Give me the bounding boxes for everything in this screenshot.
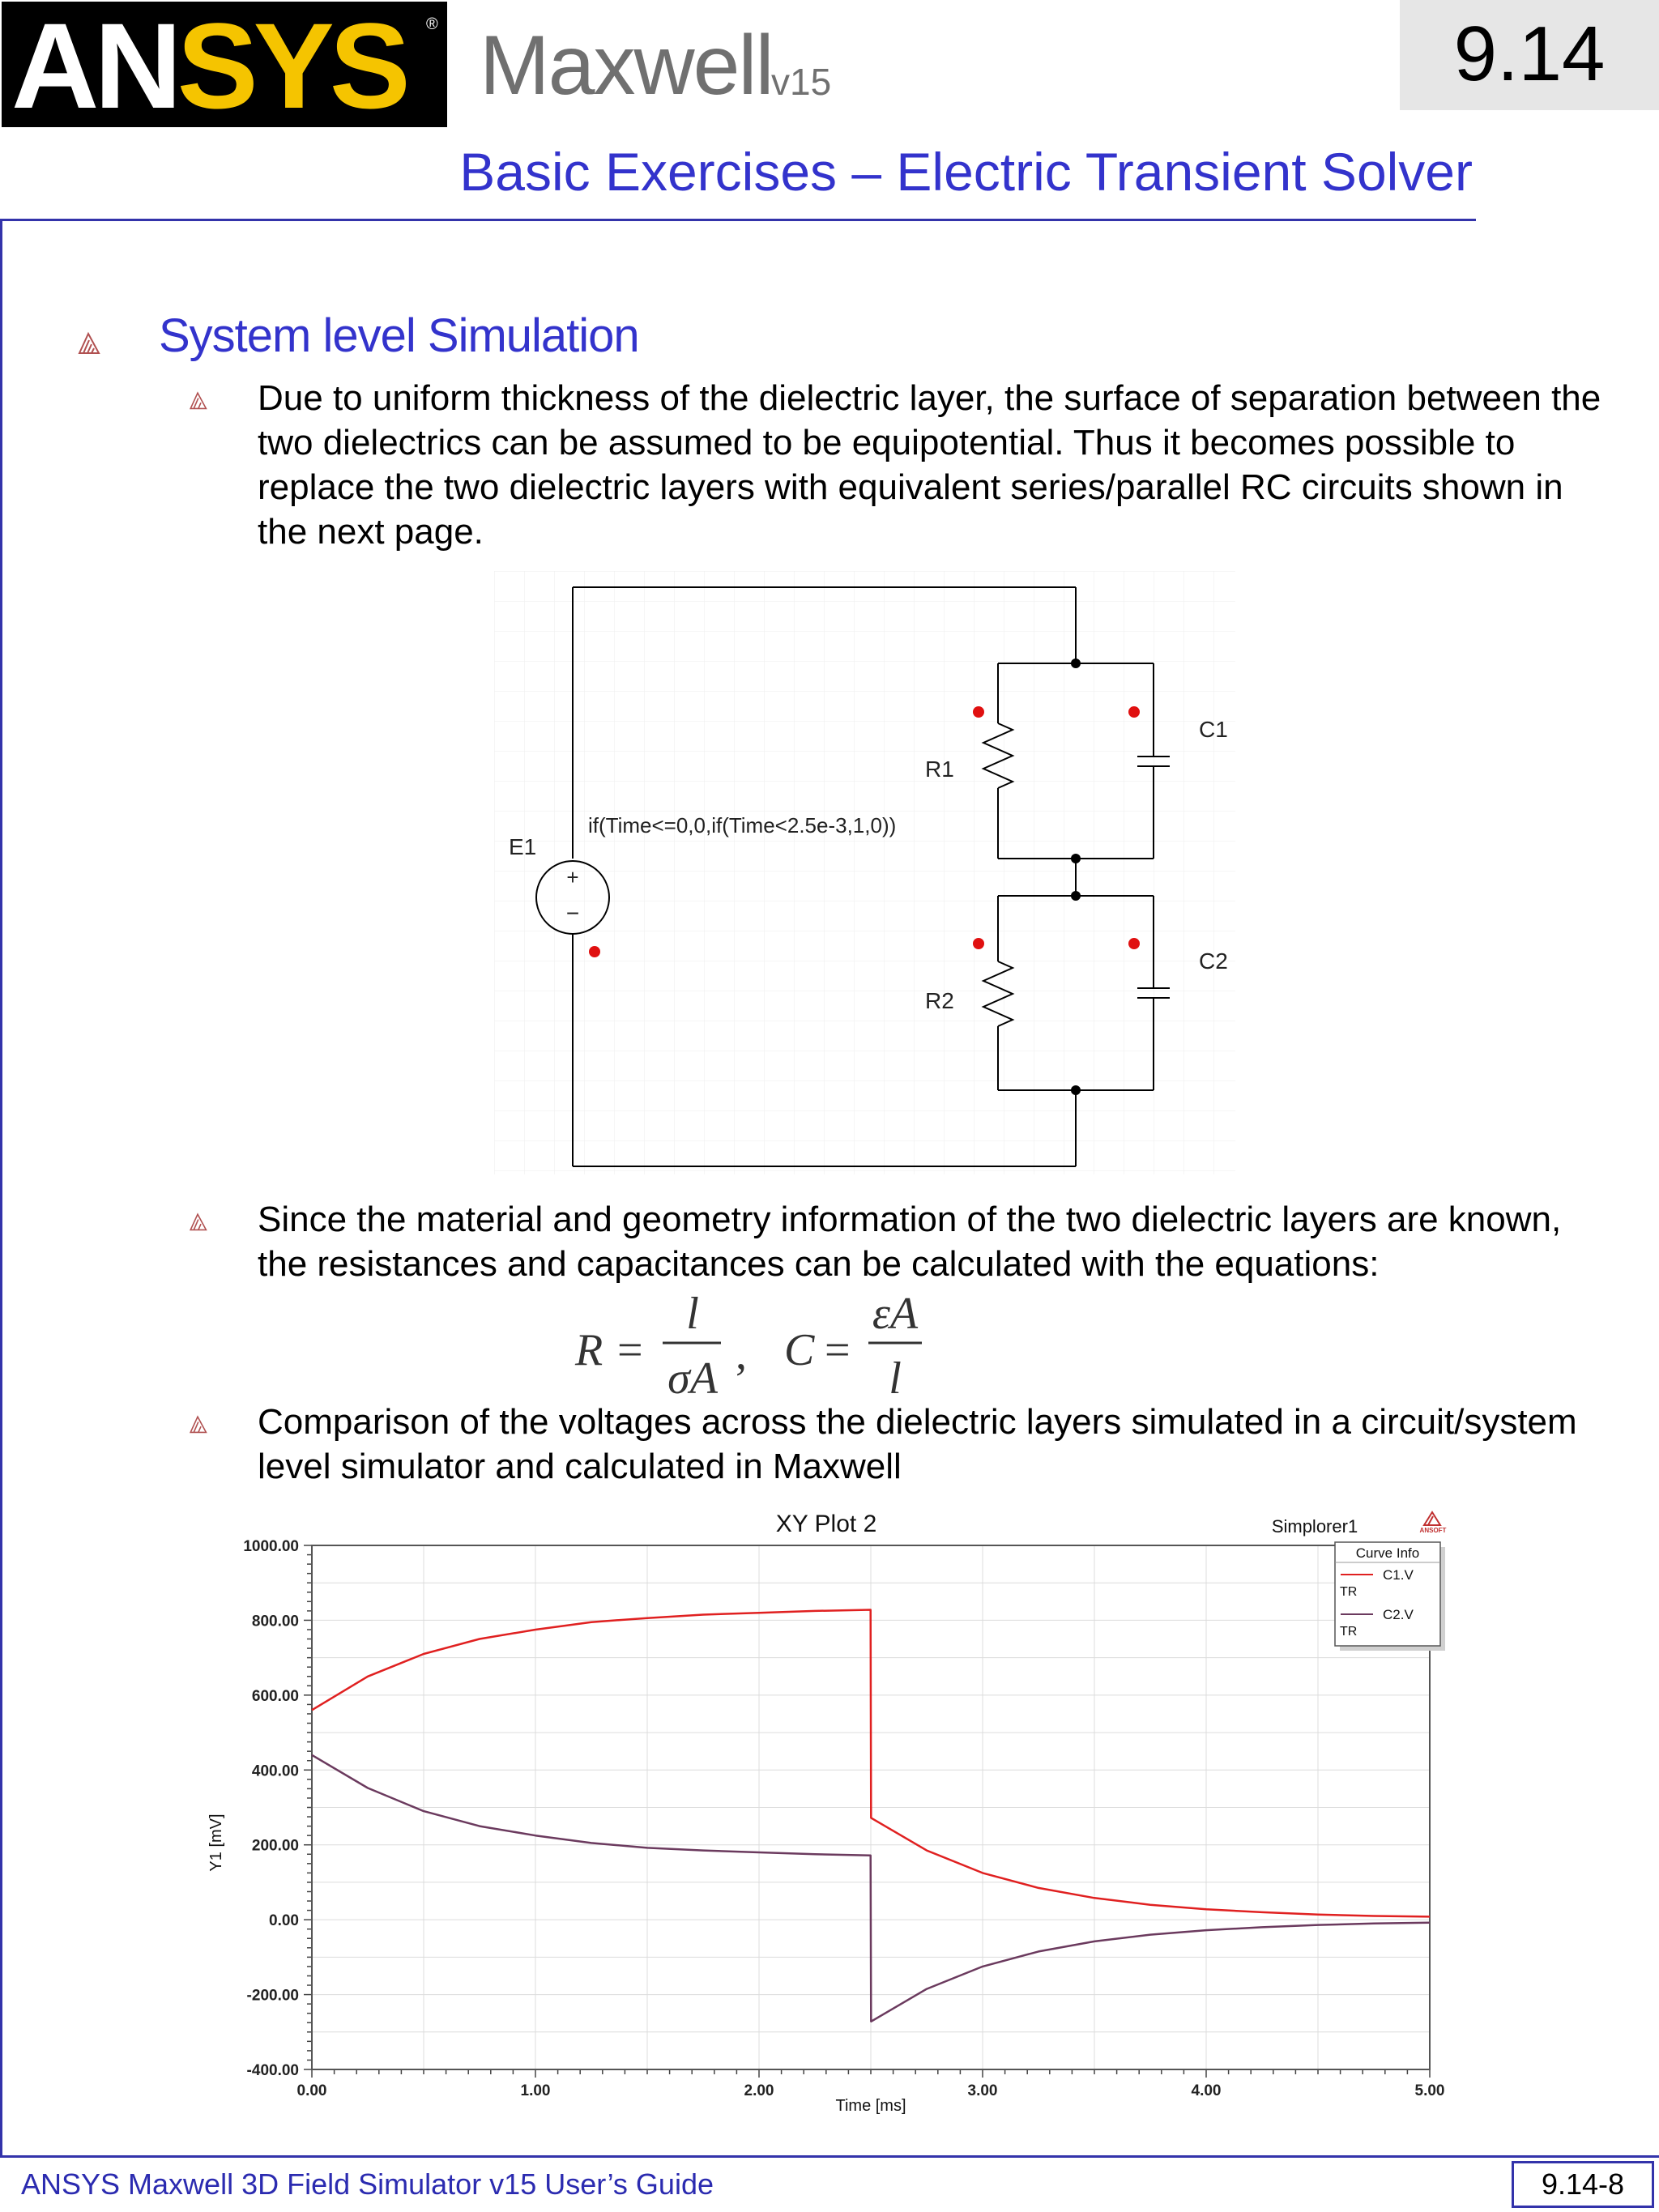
product-version: v15 <box>771 61 832 103</box>
logo-sys: SYS <box>177 0 406 134</box>
y-tick-label: 0.00 <box>269 1912 299 1930</box>
x-tick-label: 0.00 <box>296 2082 327 2099</box>
y-tick-label: -400.00 <box>246 2062 299 2079</box>
rc-circuit-schematic <box>494 571 1235 1174</box>
product-name: Maxwell <box>480 19 773 113</box>
legend-entry-c2: C2.V <box>1383 1607 1414 1622</box>
footer-divider <box>0 2155 1659 2158</box>
y-tick-label: 200.00 <box>251 1837 299 1855</box>
legend-sub-c2: TR <box>1340 1625 1358 1639</box>
source-expression: if(Time<=0,0,if(Time<2.5e-3,1,0)) <box>588 813 897 837</box>
eq-separator: , <box>736 1329 747 1379</box>
label-e1: E1 <box>509 834 537 859</box>
bullet-icon <box>76 330 100 355</box>
y-tick-label: 400.00 <box>251 1762 299 1780</box>
logo-an: AN <box>11 0 177 134</box>
simulator-label: Simplorer1 <box>1271 1516 1358 1536</box>
eq-c-equals: = <box>825 1325 851 1375</box>
ansys-logo-text <box>11 0 438 134</box>
registered-mark: ® <box>426 15 438 33</box>
label-c2: C2 <box>1199 948 1228 974</box>
y-tick-label: 600.00 <box>251 1687 299 1705</box>
xy-plot <box>207 1502 1462 2126</box>
y-tick-label: 1000.00 <box>243 1538 299 1555</box>
sub-bullet-icon <box>188 390 207 410</box>
footer-guide-title: ANSYS Maxwell 3D Field Simulator v15 User’s Guide <box>21 2167 714 2201</box>
y-tick-label: 800.00 <box>251 1613 299 1630</box>
sub-bullet-icon <box>188 1212 207 1231</box>
source-minus: − <box>565 901 580 926</box>
left-border <box>0 219 2 2157</box>
legend-entry-c1: C1.V <box>1383 1567 1414 1583</box>
eq-c-lhs: C <box>784 1325 815 1375</box>
plot-title: XY Plot 2 <box>775 1511 877 1537</box>
schematic-grid <box>494 571 1235 1174</box>
eq-c-denominator: l <box>889 1353 902 1401</box>
section-heading: System level Simulation <box>159 309 639 362</box>
label-r1: R1 <box>925 757 954 782</box>
rc-equation <box>567 1288 940 1401</box>
eq-r-lhs: R <box>575 1325 603 1375</box>
x-tick-label: 5.00 <box>1414 2082 1445 2099</box>
eq-r-equals: = <box>617 1325 643 1375</box>
x-tick-label: 2.00 <box>744 2082 774 2099</box>
y-tick-label: -200.00 <box>246 1987 299 2005</box>
bullet-text-3: Comparison of the voltages across the dielectric layers simulated in a circuit/system level simulator and calculated in Maxwell <box>258 1402 1577 1486</box>
eq-c-numerator: εA <box>872 1289 919 1339</box>
eq-r-denominator: σA <box>667 1353 718 1401</box>
x-axis-label: Time [ms] <box>835 2097 906 2115</box>
eq-r-numerator: l <box>686 1289 699 1339</box>
bullet-text-1: Due to uniform thickness of the dielectric layer, the surface of separation between the two dielectrics can be assumed to be equipotential. Thus it becomes possible to replace the two dielectric layers with equivalent series/parallel RC circuits shown in the next page. <box>258 378 1601 552</box>
page-number: 9.14-8 <box>1541 2167 1625 2201</box>
chapter-number: 9.14 <box>1453 11 1606 97</box>
label-c1: C1 <box>1199 717 1228 742</box>
x-tick-label: 4.00 <box>1191 2082 1222 2099</box>
label-r2: R2 <box>925 988 954 1013</box>
y-axis-label: Y1 [mV] <box>207 1813 225 1872</box>
bullet-text-2: Since the material and geometry information of the two dielectric layers are known, the resistances and capacitances can be calculated with the equations: <box>258 1200 1562 1284</box>
page-subtitle: Basic Exercises – Electric Transient Solver <box>459 142 1473 202</box>
x-tick-label: 3.00 <box>967 2082 998 2099</box>
x-tick-label: 1.00 <box>520 2082 551 2099</box>
legend-title: Curve Info <box>1355 1545 1420 1561</box>
sub-bullet-icon <box>188 1414 207 1434</box>
ansoft-logo-text: ANSOFT <box>1419 1527 1447 1534</box>
legend-sub-c1: TR <box>1340 1585 1358 1599</box>
source-plus: + <box>566 865 579 889</box>
header-divider <box>0 219 1476 221</box>
plot-legend <box>1335 1542 1445 1651</box>
